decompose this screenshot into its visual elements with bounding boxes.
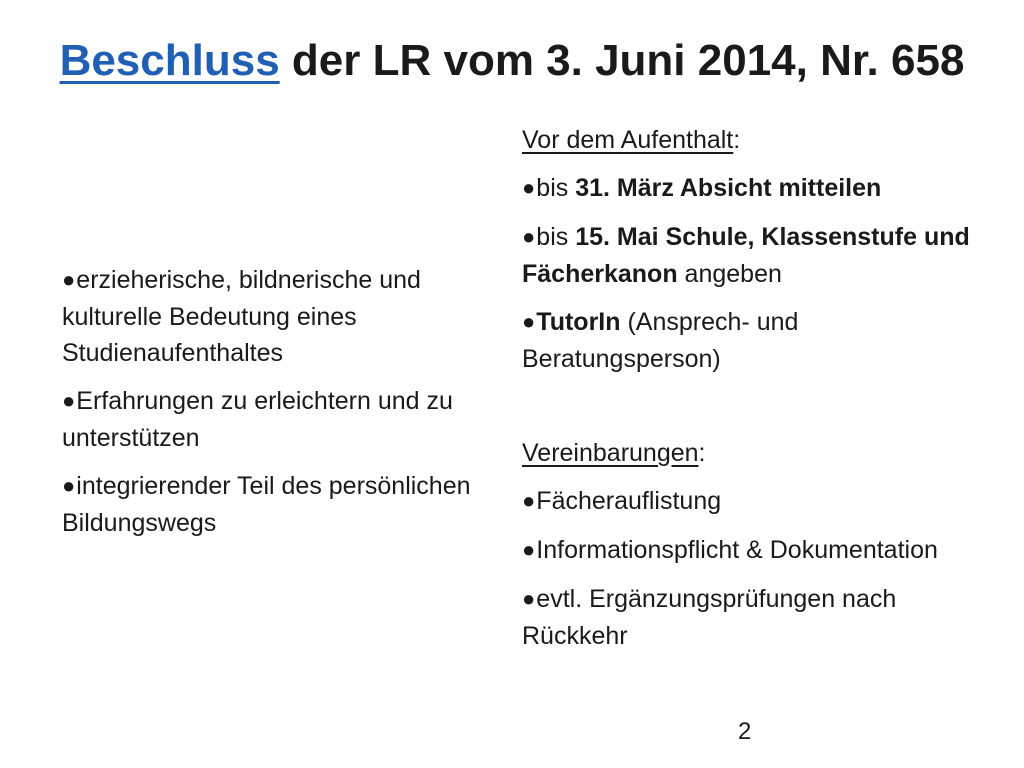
section-heading-before-stay (522, 122, 972, 158)
list-item-text: erzieherische, bildnerische und kulturelle Bedeutung eines Studienaufenthaltes (62, 266, 421, 367)
list-item-bold: TutorIn (536, 308, 621, 336)
right-column (522, 122, 972, 666)
spacer (522, 389, 972, 435)
list-item-text: Informationspflicht & Dokumentation (536, 536, 938, 564)
bullet-icon: ● (522, 586, 536, 611)
list-item-bold: 15. Mai Schule, Klassenstufe und Fächerkanon (522, 223, 970, 288)
list-item (62, 383, 492, 456)
bullet-icon: ● (522, 537, 536, 562)
list-item (522, 483, 972, 520)
list-item-text: evtl. Ergänzungsprüfungen nach Rückkehr (522, 585, 897, 650)
section-heading-text: Vor dem Aufenthalt (522, 126, 734, 154)
list-item-text: (Ansprech- und Beratungsperson) (522, 308, 799, 373)
list-item (62, 262, 492, 371)
bullet-icon: ● (62, 388, 76, 413)
section-heading-agreements (522, 435, 972, 471)
bullet-icon: ● (62, 267, 76, 292)
left-column (62, 262, 492, 553)
list-item-text: bis (536, 174, 576, 202)
list-item-text: angeben (677, 260, 782, 288)
beschluss-link[interactable]: Beschluss (59, 36, 280, 85)
bullet-icon: ● (522, 488, 536, 513)
list-item-text: integrierender Teil des persönlichen Bildungswegs (62, 472, 471, 537)
list-item-bold: 31. März Absicht mitteilen (575, 174, 882, 202)
heading-colon: : (733, 126, 741, 154)
list-item-text: Fächerauflistung (536, 487, 722, 515)
list-item (62, 468, 492, 541)
list-item (522, 219, 972, 292)
list-item (522, 304, 972, 377)
list-item (522, 532, 972, 569)
title-rest: der LR vom 3. Juni 2014, Nr. 658 (279, 36, 965, 85)
bullet-icon: ● (522, 175, 536, 200)
heading-colon: : (698, 439, 706, 467)
bullet-icon: ● (522, 224, 536, 249)
bullet-icon: ● (62, 473, 76, 498)
slide-number: 2 (738, 718, 752, 745)
bullet-icon: ● (522, 309, 536, 334)
list-item-text: bis (536, 223, 576, 251)
slide-title (0, 36, 1024, 86)
section-heading-text: Vereinbarungen (522, 439, 699, 467)
list-item (522, 170, 972, 207)
list-item-text: Erfahrungen zu erleichtern und zu unterstützen (62, 387, 453, 452)
list-item (522, 581, 972, 654)
